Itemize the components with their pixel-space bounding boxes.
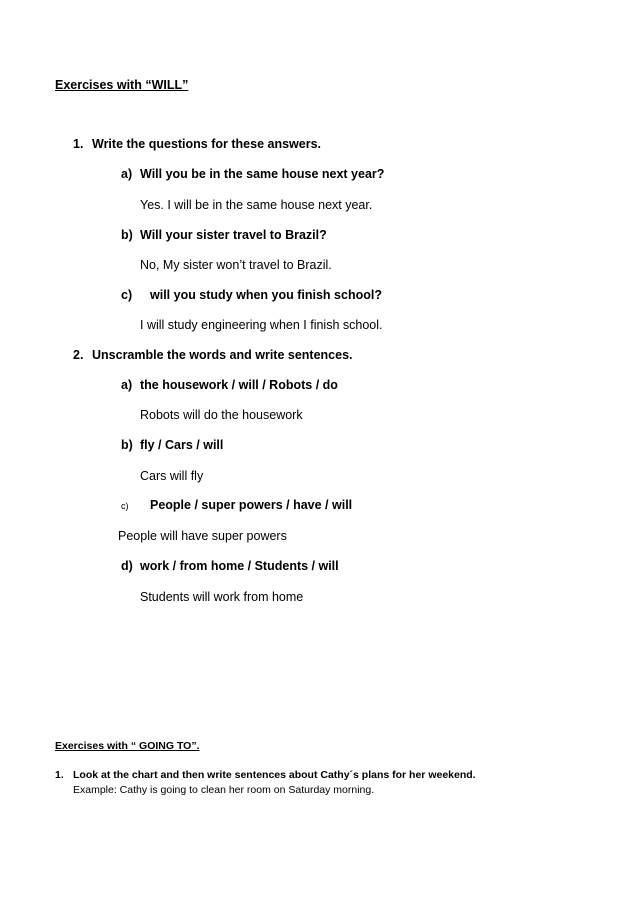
answer-text: Yes. I will be in the same house next year. bbox=[140, 198, 373, 212]
exercise-1-number: 1. bbox=[73, 137, 84, 151]
item-label: a) bbox=[121, 378, 133, 392]
answer-text: Students will work from home bbox=[140, 590, 304, 604]
going-to-example: Example: Cathy is going to clean her room on Saturday morning. bbox=[73, 784, 375, 796]
question-text: Will you be in the same house next year? bbox=[140, 167, 385, 181]
exercise-2-instruction: Unscramble the words and write sentences. bbox=[92, 348, 353, 362]
answer-text: Robots will do the housework bbox=[140, 408, 303, 422]
answer-text: I will study engineering when I finish school. bbox=[140, 318, 383, 332]
question-text: will you study when you finish school? bbox=[150, 288, 382, 302]
answer-text: Cars will fly bbox=[140, 469, 204, 483]
item-label: a) bbox=[121, 167, 133, 181]
item-label: c) bbox=[121, 501, 129, 511]
question-text: Will your sister travel to Brazil? bbox=[140, 228, 327, 242]
will-section-title: Exercises with “WILL” bbox=[55, 78, 189, 92]
scramble-prompt: the housework / will / Robots / do bbox=[140, 378, 338, 392]
going-to-exercise-number: 1. bbox=[55, 769, 64, 781]
answer-text: No, My sister won’t travel to Brazil. bbox=[140, 258, 332, 272]
item-label: d) bbox=[121, 559, 133, 573]
scramble-prompt: work / from home / Students / will bbox=[140, 559, 339, 573]
item-label: c) bbox=[121, 288, 133, 302]
scramble-prompt: fly / Cars / will bbox=[140, 438, 224, 452]
item-label: b) bbox=[121, 438, 133, 452]
going-to-section-title: Exercises with “ GOING TO”. bbox=[55, 740, 200, 752]
exercise-2-number: 2. bbox=[73, 348, 84, 362]
going-to-instruction: Look at the chart and then write sentences about Cathy´s plans for her weekend. bbox=[73, 769, 476, 781]
answer-text: People will have super powers bbox=[118, 529, 287, 543]
scramble-prompt: People / super powers / have / will bbox=[150, 498, 353, 512]
exercise-1-instruction: Write the questions for these answers. bbox=[92, 137, 321, 151]
item-label: b) bbox=[121, 228, 133, 242]
